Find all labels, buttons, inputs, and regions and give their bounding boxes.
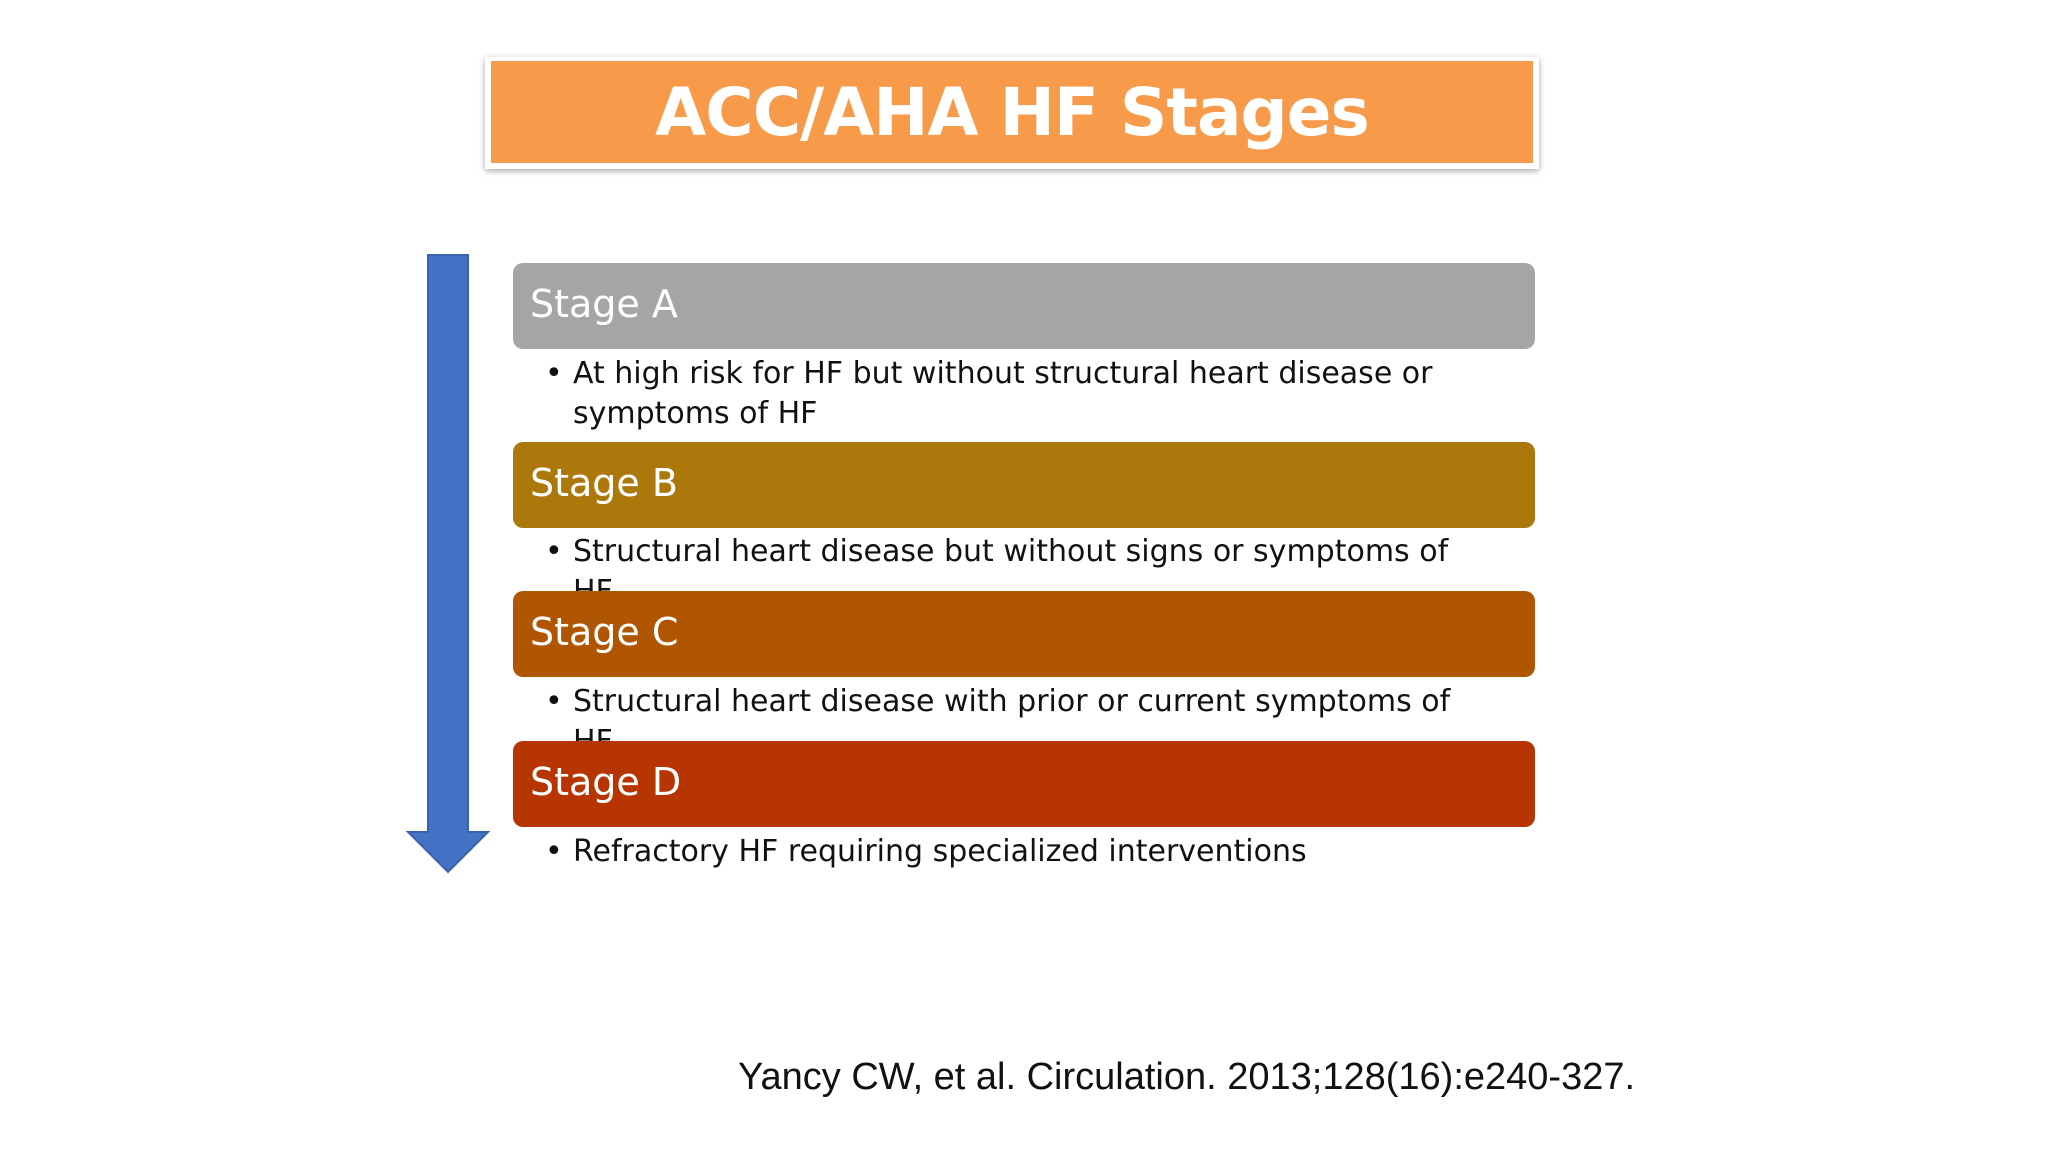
bullet: • xyxy=(545,356,563,391)
stage-a-label: Stage A xyxy=(530,282,678,326)
stage-b-bar xyxy=(513,442,1535,528)
stage-b-label: Stage B xyxy=(530,461,678,505)
stage-d-description xyxy=(545,832,1485,872)
stage-c-text: Structural heart disease with prior or current symptoms of xyxy=(573,684,1451,719)
stage-c-label: Stage C xyxy=(530,610,679,654)
stage-d-label: Stage D xyxy=(530,760,682,804)
stage-a-bar xyxy=(513,263,1535,349)
bullet: • xyxy=(545,834,563,869)
stage-d-bar xyxy=(513,741,1535,827)
slide-title: ACC/AHA HF Stages xyxy=(491,61,1533,163)
stage-d-text: Refractory HF requiring specialized interventions xyxy=(573,834,1307,869)
stage-a-description xyxy=(545,354,1485,434)
title-box xyxy=(485,57,1539,169)
bullet: • xyxy=(545,684,563,719)
bullet: • xyxy=(545,534,563,569)
citation: Yancy CW, et al. Circulation. 2013;128(16):e240-327. xyxy=(738,1056,1636,1098)
stage-b-text: Structural heart disease but without signs or symptoms of xyxy=(573,534,1449,569)
stage-a-text: At high risk for HF but without structural heart disease or symptoms of HF xyxy=(573,356,1433,431)
progression-arrow xyxy=(406,254,490,874)
stage-c-bar xyxy=(513,591,1535,677)
